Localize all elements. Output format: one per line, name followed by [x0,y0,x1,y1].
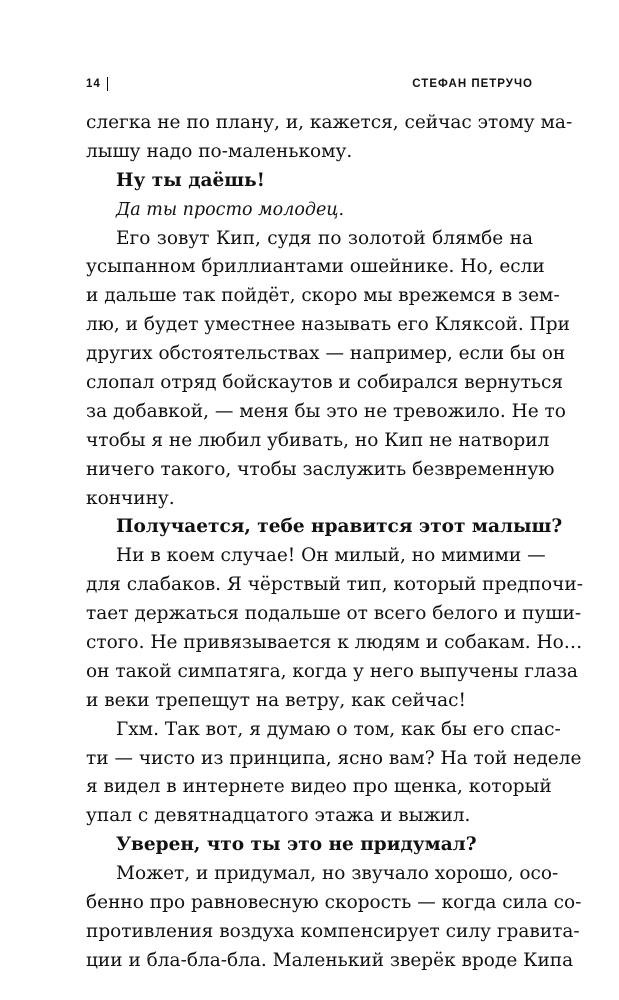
text-line: лю, и будет уместнее называть его Кляксой. При [86,314,570,336]
text-line: противления воздуха компенсирует силу гравита- [86,920,580,942]
text-line: кончину. [86,487,175,509]
text-line: Уверен, что ты это не придумал? [116,834,477,856]
text-line: слопал отряд бойскаутов и собирался вернуться [86,372,563,394]
text-line: Ни в коем случае! Он милый, но мимими — [116,545,546,567]
text-line: лышу надо по-маленькому. [86,140,353,162]
text-line: для слабаков. Я чёрствый тип, который предпочи- [86,574,583,596]
running-header [86,76,533,92]
text-line: Ну ты даёшь! [116,169,265,191]
text-line: ничего такого, чтобы заслужить безвременную [86,458,555,480]
text-line: и дальше так пойдёт, скоро мы врежемся в зем- [86,285,560,307]
text-line: Может, и придумал, но звучало хорошо, осо- [116,863,559,885]
text-line: других обстоятельствах — например, если бы он [86,343,566,365]
text-line: тает держаться подальше от всего белого и пуши- [86,603,582,625]
text-line: Его зовут Кип, судя по золотой блямбе на [116,227,533,249]
text-line: бенно про равновесную скорость — когда сила со- [86,892,582,914]
text-line: усыпанном бриллиантами ошейнике. Но, если [86,256,545,278]
text-line: ции и бла-бла-бла. Маленький зверёк вроде Кипа [86,949,574,971]
page-number: 14 [86,78,101,90]
header-divider [107,77,109,91]
text-line: упал с девятнадцатого этажа и выжил. [86,805,471,827]
text-line: он такой симпатяга, когда у него выпучены глаза [86,660,578,682]
author-name: СТЕФАН ПЕТРУЧО [412,78,533,90]
text-line: Да ты просто молодец. [116,199,345,220]
text-line: Получается, тебе нравится этот малыш? [116,516,563,538]
text-line: за добавкой, — меня бы это не тревожило. Не то [86,400,566,422]
text-line: стого. Не привязывается к людям и собакам. Но… [86,632,583,654]
text-line: слегка не по плану, и, кажется, сейчас этому ма- [86,112,573,133]
text-line: я видел в интернете видео про щенка, который [86,776,552,798]
text-line: Гхм. Так вот, я думаю о том, как бы его спас- [116,718,561,740]
page-number-group [86,77,108,91]
body-text [86,109,583,976]
text-line: чтобы я не любил убивать, но Кип не натворил [86,429,550,451]
text-line: и веки трепещут на ветру, как сейчас! [86,689,466,711]
text-line: ти — чисто из принципа, ясно вам? На той неделе [86,747,582,769]
